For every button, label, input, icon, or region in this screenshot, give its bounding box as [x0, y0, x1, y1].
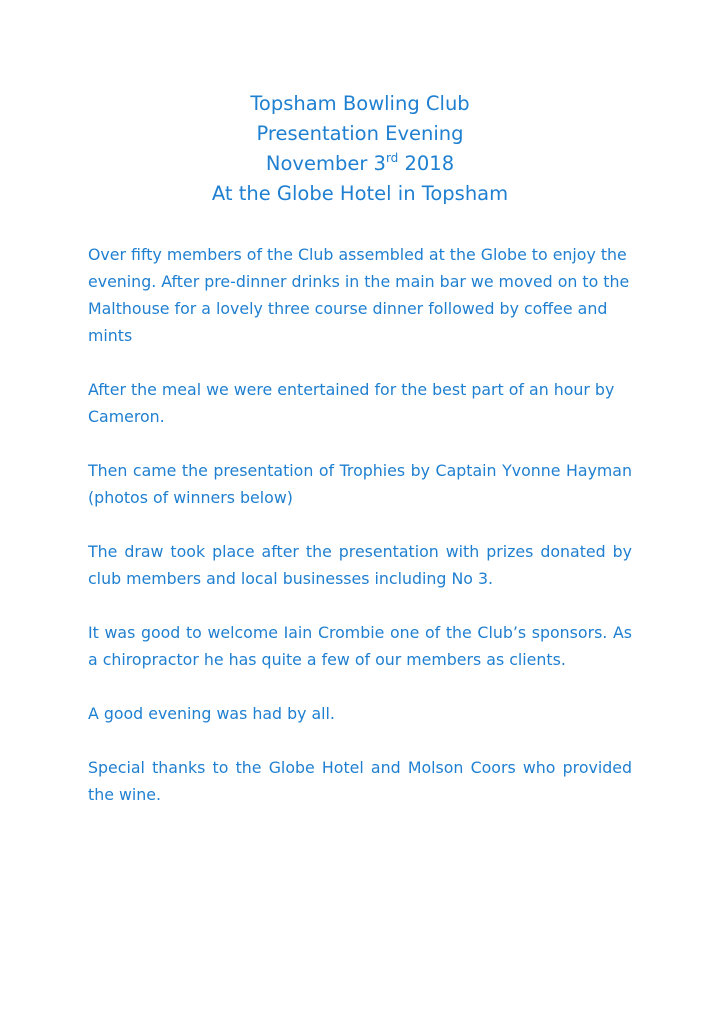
event-date-ordinal: rd [385, 151, 399, 165]
paragraph-sponsor: It was good to welcome Iain Crombie one of the Club’s sponsors. As a chiropractor he has quite a few of our members as clients. [88, 623, 632, 669]
paragraph-summary: A good evening was had by all. [88, 704, 335, 723]
paragraph-thanks: Special thanks to the Globe Hotel and Molson Coors who provided the wine. [88, 758, 632, 804]
title-block [0, 89, 720, 209]
event-date-year: 2018 [398, 152, 455, 175]
paragraph-entertainment: After the meal we were entertained for the best part of an hour by Cameron. [88, 380, 615, 426]
event-date [0, 149, 720, 179]
event-name: Presentation Evening [256, 122, 464, 145]
body-text [88, 241, 632, 835]
event-date-prefix: November 3 [265, 152, 386, 175]
paragraph-draw: The draw took place after the presentation with prizes donated by club members and local businesses including No 3. [88, 542, 632, 588]
club-name: Topsham Bowling Club [250, 92, 470, 115]
paragraph-dinner: Over fifty members of the Club assembled at the Globe to enjoy the evening. After pre-dinner drinks in the main bar we moved on to the Malthouse for a lovely three course dinner followed by coffee and mints [88, 245, 630, 345]
event-venue: At the Globe Hotel in Topsham [211, 182, 509, 205]
paragraph-trophies: Then came the presentation of Trophies by Captain Yvonne Hayman (photos of winners below) [88, 461, 632, 507]
